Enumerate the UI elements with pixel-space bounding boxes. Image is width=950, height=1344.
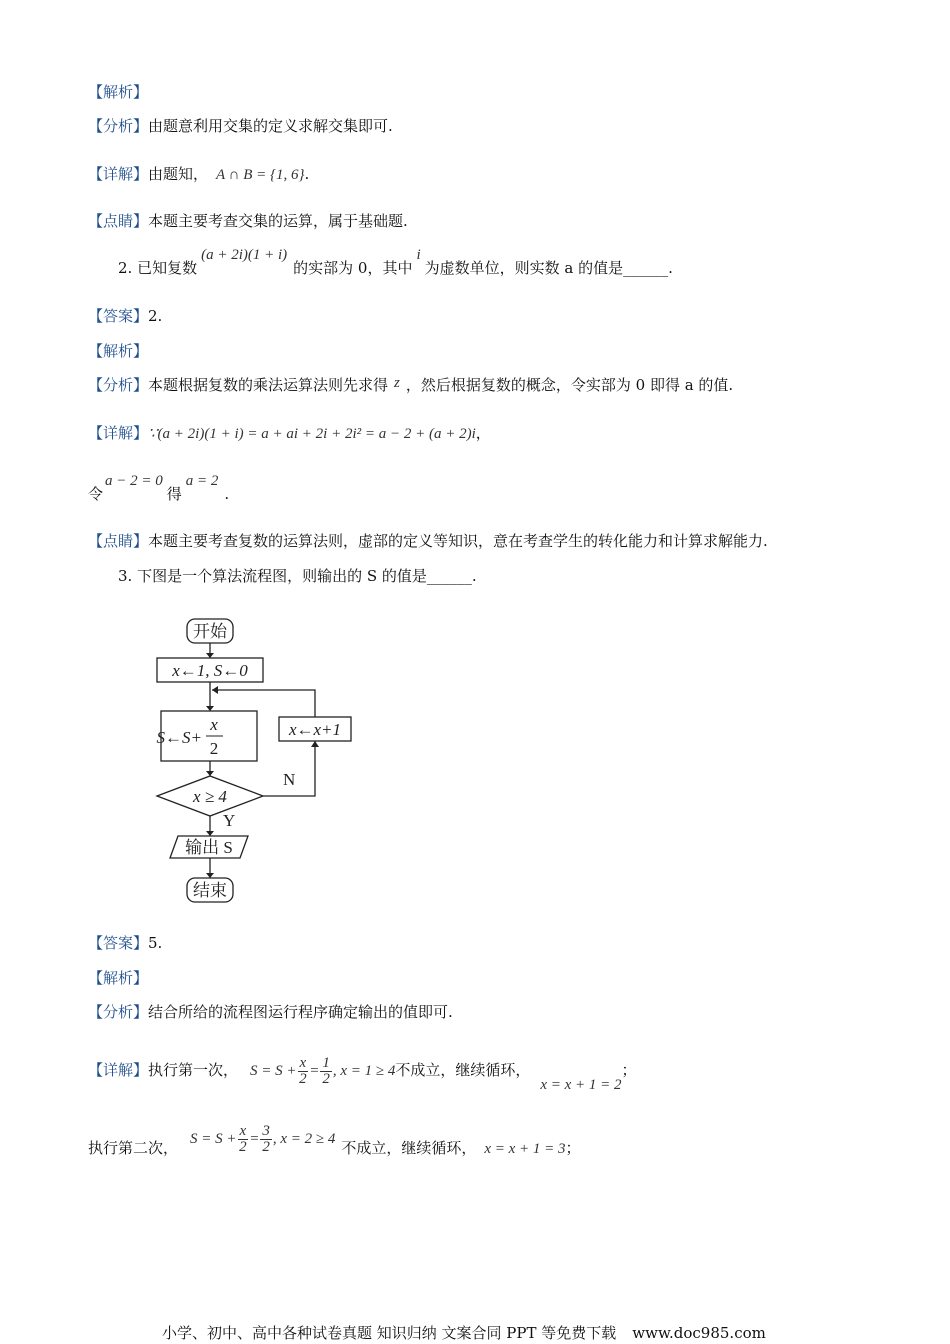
q2-jiexi-heading: 【解析】	[88, 342, 149, 360]
q2-imag-unit: i	[416, 247, 421, 263]
step2-fraction-3-2: $\frac{3}{2}$	[262, 1122, 270, 1155]
q2-ling-line	[88, 473, 230, 505]
q2-stem-pre: 2. 已知复数	[118, 259, 198, 277]
step1-mid: 不成立，继续循环，	[395, 1061, 531, 1079]
q2-derivation: ∵(a + 2i)(1 + i) = a + ai + 2i + 2i² = a − 2 + (a + 2)i	[148, 426, 476, 442]
de-text: 得	[166, 485, 182, 503]
step1-equals: =	[309, 1063, 320, 1079]
q3-step2-line	[88, 1123, 581, 1174]
jiexi-heading: 【解析】	[88, 83, 149, 101]
yes-label: Y	[223, 811, 236, 830]
q3-step1-line	[88, 1045, 637, 1096]
xiangjie-tag: 【详解】	[88, 424, 149, 442]
q2-xiangjie-line	[88, 423, 491, 444]
step1-formula-x: x = x + 1 = 2	[540, 1077, 622, 1093]
footer-text: 小学、初中、高中各种试卷真题 知识归纳 文案合同 PPT 等免费下载	[162, 1324, 617, 1342]
q3-jiexi-heading: 【解析】	[88, 969, 149, 987]
semicolon: ；	[621, 1061, 637, 1079]
z-symbol: z	[394, 375, 400, 391]
q2-dianjing-line	[88, 531, 768, 551]
fenxi-text: 结合所给的流程图运行程序确定输出的值即可.	[148, 1003, 453, 1021]
q2-formula: (a + 2i)(1 + i)	[201, 247, 288, 263]
dianjing-text: 本题主要考查交集的运算，属于基础题.	[148, 212, 408, 230]
step2-pre: 执行第二次，	[88, 1139, 179, 1157]
assign-label: S←S+	[156, 728, 202, 747]
fenxi-tag: 【分析】	[88, 376, 149, 394]
step1-formula-a: S = S +	[250, 1063, 297, 1079]
question-2-stem	[118, 247, 673, 279]
flowchart	[150, 612, 370, 910]
answer-value: 2.	[148, 307, 163, 325]
increment-label: x←x+1	[288, 720, 342, 739]
xiangjie-text: 由题知，	[148, 165, 209, 183]
question-3-stem: 3. 下图是一个算法流程图，则输出的 S 的值是______.	[118, 567, 477, 585]
no-label: N	[283, 770, 296, 789]
condition-label: x ≥ 4	[193, 787, 227, 806]
footer-url[interactable]: www.doc985.com	[632, 1324, 766, 1342]
q2-answer-line	[88, 306, 162, 326]
xiangjie-tag: 【详解】	[88, 1061, 149, 1079]
step1-fraction-half: $\frac{1}{2}$	[322, 1054, 330, 1087]
xiangjie-tag: 【详解】	[88, 165, 149, 183]
step1-fraction-x2: $\frac{x}{2}$	[299, 1054, 307, 1087]
step1-pre: 执行第一次，	[148, 1061, 239, 1079]
q3-answer-line	[88, 933, 162, 953]
output-label: 输出 S	[185, 838, 233, 857]
step2-equals: =	[249, 1131, 260, 1147]
step2-fraction-x2: $\frac{x}{2}$	[239, 1122, 247, 1155]
answer-value: 5.	[148, 934, 163, 952]
formula-intersection: A ∩ B = {1, 6}	[216, 167, 305, 183]
ling-text: 令	[88, 485, 104, 503]
ling-formula: a − 2 = 0	[105, 473, 163, 489]
dianjing-tag: 【点睛】	[88, 532, 149, 550]
fenxi-line	[88, 116, 393, 136]
xiangjie-line	[88, 164, 309, 185]
fenxi-tag: 【分析】	[88, 1003, 149, 1021]
q2-fenxi-line	[88, 375, 733, 396]
step1-formula-c: , x = 1 ≥ 4	[332, 1063, 396, 1079]
init-label: x←1, S←0	[172, 661, 248, 680]
fenxi-text: 本题根据复数的乘法运算法则先求得	[148, 376, 389, 394]
q3-fenxi-line	[88, 1002, 453, 1022]
de-formula: a = 2	[185, 473, 219, 489]
start-label: 开始	[193, 622, 227, 641]
period: .	[224, 485, 230, 503]
fenxi-text: 由题意利用交集的定义求解交集即可.	[148, 117, 393, 135]
answer-tag: 【答案】	[88, 934, 149, 952]
step2-mid: 不成立，继续循环，	[341, 1139, 477, 1157]
assign-numerator: x	[210, 715, 218, 734]
step2-formula-a: S = S +	[190, 1131, 237, 1147]
q2-stem-mid: 的实部为 0，其中	[293, 259, 413, 277]
dianjing-tag: 【点睛】	[88, 212, 149, 230]
q2-stem-post: 为虚数单位，则实数 a 的值是______.	[424, 259, 673, 277]
step2-formula-x: x = x + 1 = 3	[484, 1141, 566, 1157]
period: .	[304, 165, 310, 183]
dianjing-line	[88, 211, 408, 231]
loop-line-back	[212, 690, 315, 717]
comma: ，	[475, 424, 491, 442]
dianjing-text: 本题主要考查复数的运算法则，虚部的定义等知识，意在考查学生的转化能力和计算求解能力.	[148, 532, 768, 550]
page-footer	[162, 1322, 766, 1343]
step2-formula-c: , x = 2 ≥ 4	[272, 1131, 336, 1147]
end-label: 结束	[193, 881, 227, 900]
fenxi-tag: 【分析】	[88, 117, 149, 135]
answer-tag: 【答案】	[88, 307, 149, 325]
semicolon: ；	[565, 1139, 581, 1157]
fenxi-text-2: ，然后根据复数的概念，令实部为 0 即得 a 的值.	[405, 376, 734, 394]
assign-denominator: 2	[209, 739, 219, 758]
